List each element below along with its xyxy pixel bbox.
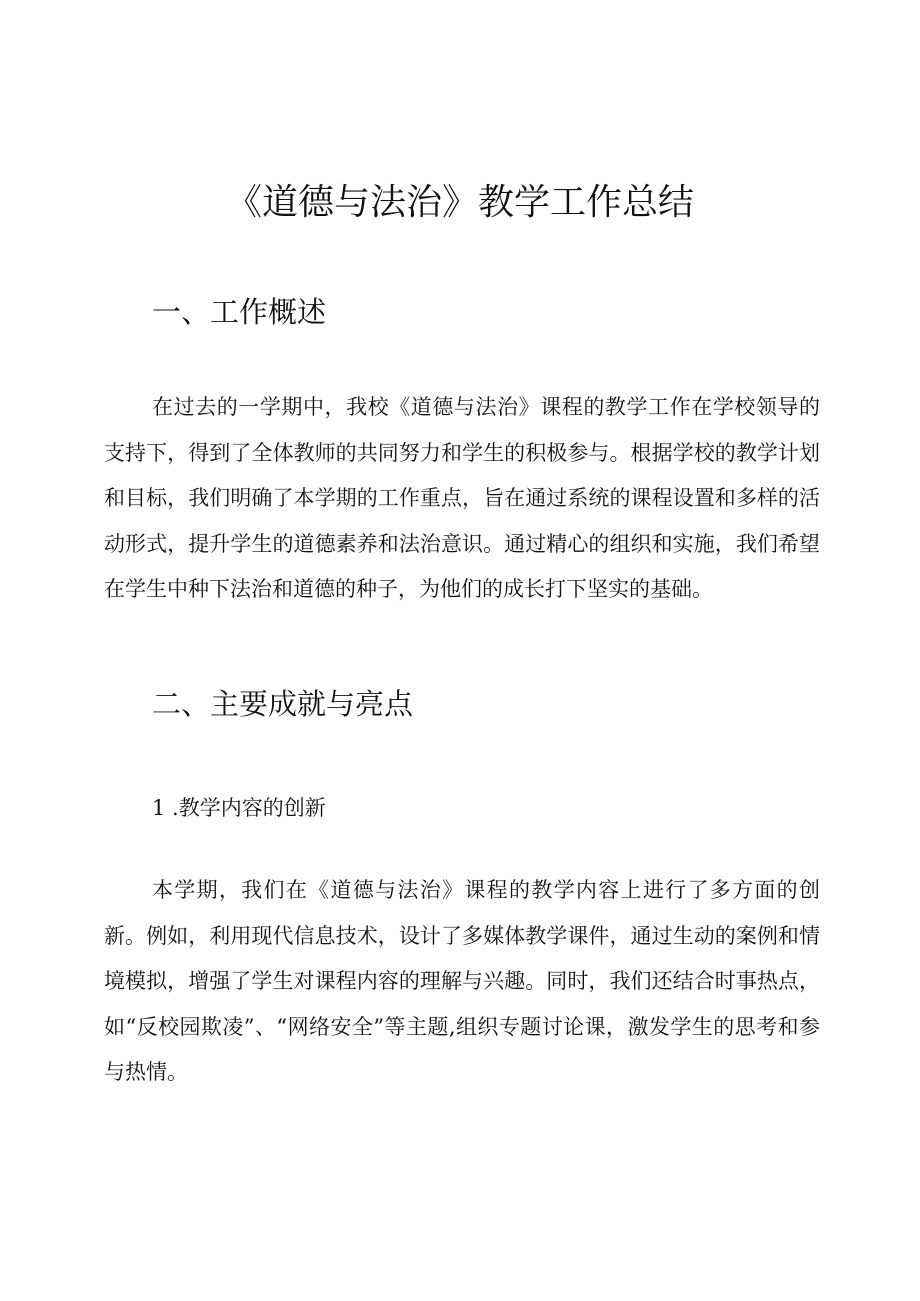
subsection-heading-content-innovation: 1 .教学内容的创新: [152, 796, 326, 820]
document-title: 《道德与法治》教学工作总结: [225, 182, 694, 223]
section-paragraph-overview: 在过去的一学期中，我校《道德与法治》课程的教学工作在学校领导的支持下，得到了全体教师的共同努力和学生的积极参与。根据学校的教学计划和目标，我们明确了本学期的工作重点，旨在通过系统的课程设置和多样的活动形式，提升学生的道德素养和法治意识。通过精心的组织和实施，我们希望在学生中种下法治和道德的种子，为他们的成长打下坚实的基础。: [104, 395, 820, 602]
section-paragraph-achievements: 本学期，我们在《道德与法治》课程的教学内容上进行了多方面的创新。例如，利用现代信息技术，设计了多媒体教学课件，通过生动的案例和情境模拟，增强了学生对课程内容的理解与兴趣。同时，我们还结合时事热点，如“反校园欺凌”、“网络安全”等主题,组织专题讨论课，激发学生的思考和参与热情。: [104, 878, 820, 1085]
section-heading-overview: 一、工作概述: [152, 295, 327, 329]
section-heading-achievements: 二、主要成就与亮点: [152, 687, 414, 721]
